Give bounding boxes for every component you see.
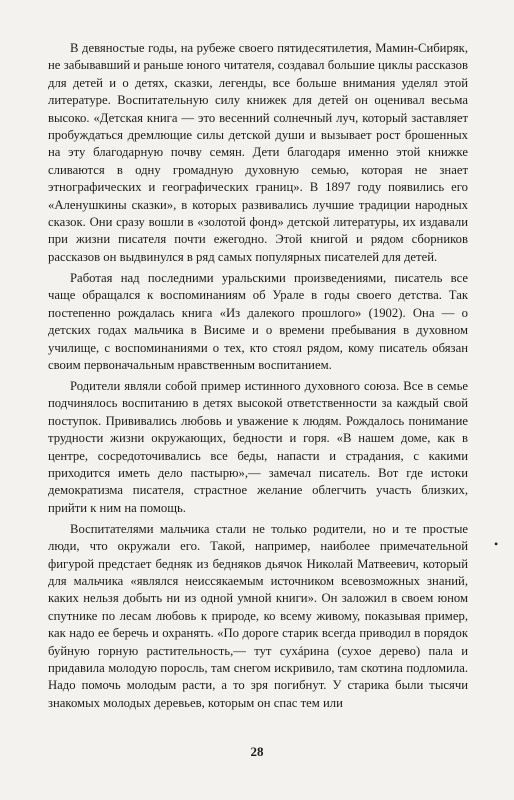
- margin-dot: •: [494, 537, 499, 551]
- paragraph-4: Воспитателями мальчика стали не только родители, но и те простые люди, что окружали его. Такой, например, наиболее примечательной фигурой предстает бедняк из бедняков дьячок Николай Матвеевич, который для мальчика «являлся неиссякаемым источником всевозможных знаний, каких нельзя добыть ни из одной умной книги». Он заложил в своем юном спутнике по лесам любовь к природе, ко всему живому, показывая пример, как надо ее беречь и охранять. «По дороге старик всегда приводил в порядок буйную горную растительность,— тут сухáрина (сухое дерево) пала и придавила молодую поросль, там снегом искривило, там скотина подломила. Надо помочь молодым расти, а то зря погибнут. У старика были тысячи знакомых молодых деревьев, которым он спас тем или: [48, 521, 468, 710]
- paragraph-2: Работая над последними уральскими произведениями, писатель все чаще обращался к воспоминаниям об Урале в годы своего детства. Так постепенно рождалась книга «Из далекого прошлого» (1902). Она — о детских годах мальчика в Висиме и о времени пребывания в духовном училище, с воспоминаниями о тех, кто стоял рядом, кому писатель обязан своим первоначальным нравственным воспитанием.: [48, 270, 468, 372]
- paragraph-3: Родители являли собой пример истинного духовного союза. Все в семье подчинялось воспитанию в детях высокой ответственности за каждый свой поступок. Прививались любовь и уважение к людям. Рождалось понимание трудности жизни окружающих, бедности и горя. «В нашем доме, как в центре, сосредоточивались все беды, напасти и страдания, с какими приходится иметь дело пастырю»,— замечал писатель. Вот где истоки демократизма писателя, страстное желание облегчить участь близких, прийти к ним на помощь.: [48, 378, 468, 515]
- paragraph-1: В девяностые годы, на рубеже своего пятидесятилетия, Мамин-Сибиряк, не забывавший и раньше юного читателя, создавал большие циклы рассказов для детей и о детях, сказки, легенды, все больше внимания уделял этой литературе. Воспитательную силу книжек для детей он оценивал весьма высоко. «Детская книга — это весенний солнечный луч, который заставляет пробуждаться дремлющие силы детской души и вызывает рост брошенных на эту благодарную почву семян. Дети благодаря именно этой книжке сливаются в одну громадную духовную семью, которая не знает этнографических и географических границ». В 1897 году появились его «Аленушкины сказки», в которых развивались лучшие традиции народных сказок. Они сразу вошли в «золотой фонд» детской литературы, их издавали при жизни писателя почти ежегодно. Этой книгой и рядом сборников рассказов он выдвинулся в ряд самых популярных писателей для детей.: [48, 41, 468, 264]
- body-text: [48, 40, 468, 716]
- page-number: 28: [250, 744, 264, 759]
